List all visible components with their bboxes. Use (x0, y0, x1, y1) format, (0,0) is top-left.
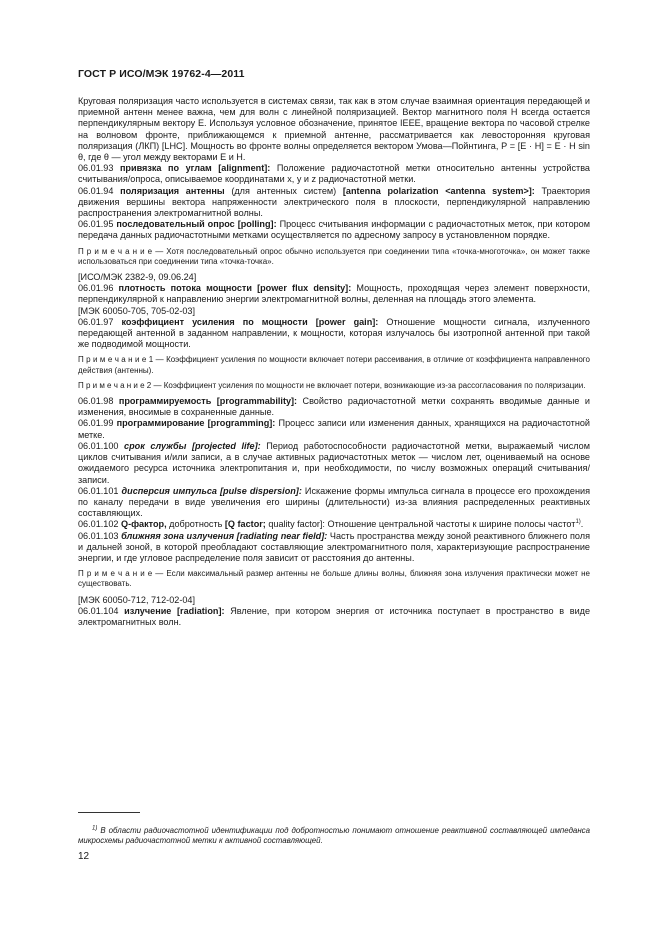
note-text: — Если максимальный размер антенны не больше длины волны, ближняя зона излучения практически может не существовать. (78, 569, 591, 589)
document-body (78, 96, 590, 628)
entry-06-01-94 (78, 186, 590, 220)
entry-06-01-101 (78, 486, 590, 520)
note-2-06-01-97 (78, 381, 590, 391)
note-text: — Коэффициент усиления по мощности включает потери рассеивания, в отличие от коэффициента направленного действия (антенны). (78, 355, 590, 375)
page-number: 12 (78, 851, 90, 862)
entry-qualifier: (для антенных систем) (231, 185, 337, 196)
entry-term: срок службы [projected life]: (124, 440, 261, 451)
entry-term: поляризация антенны (120, 185, 225, 196)
entry-synonym: добротность (169, 519, 223, 530)
entry-definition: Отношение мощности сигнала, излученного передающей антенной в заданном направлении, к мощности, которая излучалось бы изотропной антенной при такой же подводимой мощности. (78, 316, 590, 350)
entry-definition: Траектория движения вершины вектора напряженности электрического поля в плоскости, перпендикулярной направлению распространения электромагнитной волны. (78, 185, 591, 219)
note-text: — Коэффициент усиления по мощности не включает потери, возникающие из-за рассогласования по поляризации. (153, 380, 586, 390)
footnote-mark: 1) (92, 825, 98, 832)
note-label: П р и м е ч а н и е (78, 569, 153, 579)
intro-paragraph: Круговая поляризация часто используется в системах связи, так как в этом случае взаимная ориентация передающей и приемной антенн менее важна, чем для волн с линейной поляризацией. Вектор магнитного поля H всегда остается перпендикулярным вектору E. Используя условное обозначение, принятое IEEE, вращение вектора по часовой стрелке на волновом фронте, приближающемся к приемной антенне, рассматривается как левосторонняя круговая поляризация (ЛКП) [LHC]. Мощность во фронте волны определяется вектором Умова—Пойнтинга, P = [E · H] = E · H sin θ, где θ — угол между векторами E и H. (78, 96, 590, 163)
entry-term: ближняя зона излучения [radiating near field]: (121, 530, 328, 541)
entry-number: 06.01.104 (78, 605, 119, 616)
entry-term: программируемость [programmability]: (118, 396, 298, 407)
entry-number: 06.01.97 (78, 316, 114, 327)
reference: [ИСО/МЭК 2382-9, 09.06.24] (78, 272, 197, 283)
entry-06-01-104 (78, 606, 590, 628)
entry-06-01-103 (78, 531, 590, 565)
entry-term: плотность потока мощности [power flux density]: (118, 283, 352, 294)
note-label: П р и м е ч а н и е 1 (78, 355, 154, 365)
entry-number: 06.01.93 (78, 163, 114, 174)
entry-definition: Часть пространства между зоной реактивного ближнего поля и дальней зоной, в которой преобладают составляющие электромагнитного поля, характеризующие распространение энергии, и где угловое распределение поля зависит от расстояния до антенны. (78, 530, 590, 563)
entry-number: 06.01.100 (78, 440, 119, 451)
entry-term: Q-фактор, (121, 519, 167, 530)
entry-number: 06.01.102 (78, 519, 119, 530)
entry-number: 06.01.96 (78, 283, 114, 294)
reference: [МЭК 60050-705, 705-02-03] (78, 305, 195, 316)
entry-06-01-93 (78, 163, 590, 185)
entry-term: привязка по углам [alignment]: (119, 163, 271, 174)
entry-term: дисперсия импульса [pulse dispersion]: (121, 485, 302, 496)
entry-definition: Явление, при котором энергия от источника поступает в пространство в виде электромагнитных волн. (78, 605, 591, 627)
entry-term: излучение [radiation]: (124, 605, 225, 616)
entry-definition: Отношение центральной частоты к ширине полосы частот (327, 519, 576, 530)
note-06-01-95 (78, 247, 590, 267)
entry-term: программирование [programming]: (116, 418, 276, 429)
note-06-01-103 (78, 569, 590, 589)
entry-06-01-96 (78, 283, 590, 305)
footnote-divider (78, 812, 140, 813)
entry-06-01-102 (78, 519, 590, 530)
note-label: П р и м е ч а н и е 2 (78, 380, 152, 390)
entry-term-en: [Q factor; (224, 519, 266, 530)
note-label: П р и м е ч а н и е (78, 246, 153, 256)
entry-06-01-99 (78, 418, 590, 440)
entry-definition: Процесс считывания информации с радиочастотных меток, при котором передача данных радиочастотными метками осуществляется по адресному запросу в установленном порядке. (78, 219, 590, 241)
entry-06-01-97 (78, 317, 590, 351)
entry-definition: Свойство радиочастотной метки сохранять вводимые данные и изменения, вносимые в сохраненные данные. (78, 396, 590, 418)
entry-number: 06.01.98 (78, 396, 114, 407)
page-header: ГОСТ Р ИСО/МЭК 19762-4—2011 (78, 68, 245, 80)
entry-06-01-98 (78, 396, 590, 418)
entry-definition: Период работоспособности радиочастотной метки, выражаемый числом циклов считывания и/или записи, а в случае активных радиочастотных меток — числом лет, оцениваемый на основе ожидаемого ресурса источника электропитания и, при необходимости, по числу возможных операций считывания/записи. (78, 440, 590, 485)
entry-definition: Положение радиочастотной метки относительно антенны устройства считывания/опроса, описываемое координатами x, y и z радиочастотной метки. (78, 163, 590, 185)
entry-term-en: [antenna polarization (342, 185, 439, 196)
entry-definition: Мощность, проходящая через элемент поверхности, перпендикулярной к направлению энергии электромагнитной волны, деленная на площадь этого элемента. (78, 283, 590, 305)
entry-number: 06.01.103 (78, 530, 119, 541)
entry-number: 06.01.99 (78, 418, 114, 429)
entry-definition: Искажение формы импульса сигнала в процессе его прохождения по каналу передачи в виде увеличения его ширины (длительности) из-за влияния распределенных реактивных составляющих. (78, 485, 591, 519)
note-1-06-01-97 (78, 355, 590, 375)
entry-term: последовательный опрос [polling]: (116, 219, 277, 230)
entry-end: . (580, 519, 584, 530)
entry-06-01-95 (78, 219, 590, 241)
footnote-text: В области радиочастотной идентификации под добротностью понимают отношение реактивной составляющей импеданса микросхемы радиочастотной метки к активной составляющей. (78, 825, 590, 846)
entry-synonym-en: quality factor]: (268, 519, 325, 530)
entry-number: 06.01.95 (78, 219, 114, 230)
entry-number: 06.01.94 (78, 185, 114, 196)
note-text: — Хотя последовательный опрос обычно используется при соединении типа «точка-многоточка», он может также использоваться при соединении типа «точка-точка». (78, 246, 590, 266)
reference: [МЭК 60050-712, 712-02-04] (78, 594, 195, 605)
entry-definition: Процесс записи или изменения данных, хранящихся на радиочастотной метке. (78, 418, 590, 440)
entry-term: коэффициент усиления по мощности [power gain]: (121, 316, 379, 327)
footnote (78, 826, 590, 846)
entry-06-01-100 (78, 441, 590, 486)
entry-number: 06.01.101 (78, 485, 119, 496)
entry-qualifier-en: <antenna system>]: (445, 185, 535, 196)
footnote-reference: 1) (575, 519, 581, 526)
